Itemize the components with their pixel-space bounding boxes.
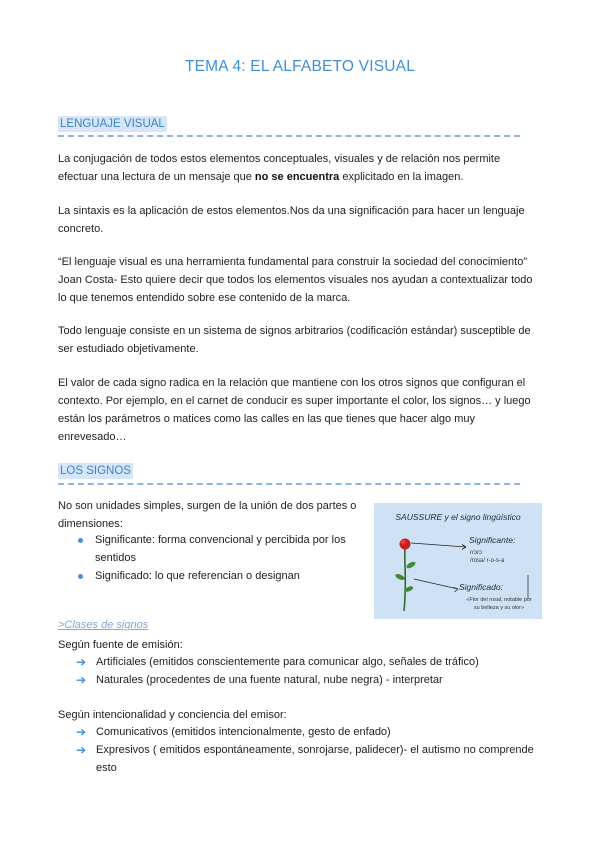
significante-detail-line: /rosa/ r-o-s-a [470, 558, 505, 564]
paragraph-sistema-signos: Todo lenguaje consiste en un sistema de signos arbitrarios (codificación estándar) susceptible de ser estudiado objetivamente. [58, 325, 531, 355]
group-title-intencionalidad: Según intencionalidad y conciencia del emisor: [58, 709, 287, 721]
paragraph-signos-intro: No son unidades simples, surgen de la unión de dos partes o dimensiones: [58, 500, 357, 530]
section-divider [58, 483, 520, 485]
paragraph-valor-signo: El valor de cada signo radica en la relación que mantiene con los otros signos que configuran el contexto. Por ejemplo, en el carnet de conducir es super importante el color, los signos… y luego están los parámetros o matices como las calles en las que tienes que hacer algo muy enrevesado… [58, 377, 531, 443]
list-item-artificiales: Artificiales (emitidos conscientemente para comunicar algo, señales de tráfico) [96, 656, 479, 668]
significado-detail-line: «Flor del rosal, notable por [466, 597, 532, 603]
section-heading-los-signos: LOS SIGNOS [60, 465, 131, 477]
section-heading-lenguaje-visual: LENGUAJE VISUAL [60, 118, 165, 130]
significante-label: Significante: [469, 535, 516, 545]
bullet-item-significado: Significado: lo que referencian o designan [95, 570, 300, 582]
bold-text: no se encuentra [254, 171, 340, 183]
paragraph-quote-joan-costa: “El lenguaje visual es una herramienta fundamental para construir la sociedad del conocimiento” Joan Costa- Esto quiere decir que todos los elementos visuales nos ayudan a contextualizar todo lo que tenemos entendido sobre ese contenido de la marca. [58, 256, 533, 304]
significado-detail-line: su belleza y su olor» [473, 605, 525, 611]
arrow-right-icon: ➔ [76, 743, 87, 757]
arrow-right-icon: ➔ [76, 725, 87, 739]
paragraph-conjugacion [58, 150, 536, 186]
list-item-comunicativos: Comunicativos (emitidos intencionalmente, gesto de enfado) [96, 726, 391, 738]
figure-title: SAUSSURE y el signo lingüístico [395, 512, 521, 522]
paragraph-text: La conjugación de todos estos elementos conceptuales, visuales y de relación nos permite efectuar una lectura de un mensaje que [58, 153, 501, 183]
list-item-naturales: Naturales (procedentes de una fuente natural, nube negra) - interpretar [96, 674, 443, 686]
saussure-figure [374, 503, 542, 619]
bullet-dot-icon [78, 538, 83, 543]
significante-detail [470, 549, 504, 565]
paragraph-sintaxis: La sintaxis es la aplicación de estos elementos.Nos da una significación para hacer un lenguaje concreto. [58, 205, 525, 235]
bullet-item-significante: Significante: forma convencional y percibida por los sentidos [95, 534, 346, 564]
significado-label: Significado: [459, 582, 503, 592]
page-title: TEMA 4: EL ALFABETO VISUAL [184, 58, 416, 75]
link-clases-de-signos[interactable]: >Clases de signos [58, 619, 149, 631]
paragraph-text: explicitado en la imagen. [339, 171, 464, 183]
significante-detail-line: ɾɾɔɾɔ [470, 550, 482, 556]
group-title-fuente-emision: Según fuente de emisión: [58, 639, 183, 651]
bullet-dot-icon [78, 574, 83, 579]
section-divider [58, 135, 520, 137]
arrow-right-icon: ➔ [76, 673, 87, 687]
significado-detail [456, 596, 542, 612]
list-item-expresivos: Expresivos ( emitidos espontáneamente, sonrojarse, palidecer)- el autismo no comprende esto [96, 744, 534, 774]
arrow-right-icon: ➔ [76, 655, 87, 669]
